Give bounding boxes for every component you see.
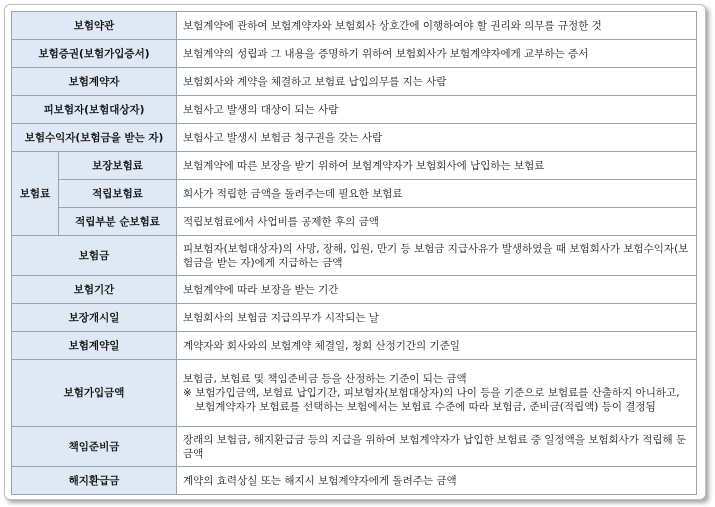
definition-cell: [177, 360, 697, 427]
term-cell: 보험약관: [12, 12, 177, 40]
definition-cell: 계약자와 회사와의 보험계약 체결일, 청회 산정기간의 기준일: [177, 332, 697, 360]
table-row: [12, 124, 697, 152]
term-cell: 보장보험료: [59, 152, 177, 180]
table-row: [12, 96, 697, 124]
definition-cell: 회사가 적립한 금액을 돌려주는데 필요한 보험료: [177, 180, 697, 208]
term-cell: 해지환급금: [12, 467, 177, 495]
term-cell: 보험기간: [12, 276, 177, 304]
table-row: [12, 40, 697, 68]
definition-cell: 보험계약에 관하여 보험계약자와 보험회사 상호간에 이행하여야 할 권리와 의무를 규정한 것: [177, 12, 697, 40]
table-row: [12, 304, 697, 332]
table-row: [12, 427, 697, 467]
table-row: [12, 236, 697, 276]
term-cell: 보험계약일: [12, 332, 177, 360]
table-row: [12, 180, 697, 208]
definition-cell: 보험회사와 계약을 체결하고 보험료 납입의무를 지는 사람: [177, 68, 697, 96]
table-row: [12, 68, 697, 96]
definition-cell: 보험회사의 보험금 지급의무가 시작되는 날: [177, 304, 697, 332]
term-cell: 적립보험료: [59, 180, 177, 208]
term-cell: 보험수익자(보험금을 받는 자): [12, 124, 177, 152]
premium-group-label: 보험료: [12, 152, 59, 236]
definition-line: 보험금, 보험료 및 책임준비금 등을 산정하는 기준이 되는 금액: [183, 373, 467, 385]
definition-cell: 보험계약에 따라 보장을 받는 기간: [177, 276, 697, 304]
term-cell: 보험증권(보험가입증서): [12, 40, 177, 68]
term-cell: 보험계약자: [12, 68, 177, 96]
glossary-frame: [4, 4, 706, 500]
table-row: [12, 276, 697, 304]
term-cell: 피보험자(보험대상자): [12, 96, 177, 124]
table-row: [12, 332, 697, 360]
definition-cell: 계약의 효력상실 또는 해지시 보험계약자에게 돌려주는 금액: [177, 467, 697, 495]
definition-cell: 보험사고 발생의 대상이 되는 사람: [177, 96, 697, 124]
definition-cell: 적립보험료에서 사업비를 공제한 후의 금액: [177, 208, 697, 236]
term-cell: 보험가입금액: [12, 360, 177, 427]
insurance-glossary-table: [11, 11, 697, 495]
term-cell: 적립부분 순보험료: [59, 208, 177, 236]
table-row: [12, 360, 697, 427]
table-row: [12, 12, 697, 40]
definition-note: ※ 보험가입금액, 보험료 납입기간, 피보험자(보험대상자)의 나이 등을 기준으로 보험료를 산출하지 아니하고, 보험계약자가 보험료를 선택하는 보험에서는 보험료 수준에 따라 보험금, 준비금(적립액) 등이 결정됨: [183, 387, 680, 413]
term-cell: 책임준비금: [12, 427, 177, 467]
term-cell: 보장개시일: [12, 304, 177, 332]
table-row: [12, 208, 697, 236]
table-row: [12, 152, 697, 180]
table-row: [12, 467, 697, 495]
definition-cell: 보험계약에 따른 보장을 받기 위하여 보험계약자가 보험회사에 납입하는 보험료: [177, 152, 697, 180]
definition-cell: 피보험자(보험대상자)의 사망, 장해, 입원, 만기 등 보험금 지급사유가 발생하였을 때 보험회사가 보험수익자(보험금을 받는 자)에게 지급하는 금액: [177, 236, 697, 276]
term-cell: 보험금: [12, 236, 177, 276]
definition-cell: 보험계약의 성립과 그 내용을 증명하기 위하여 보험회사가 보험계약자에게 교부하는 증서: [177, 40, 697, 68]
definition-cell: 장래의 보험금, 해지환급금 등의 지급을 위하여 보험계약자가 납입한 보험료 중 일정액을 보험회사가 적립해 둔 금액: [177, 427, 697, 467]
definition-cell: 보험사고 발생시 보험금 청구권을 갖는 사람: [177, 124, 697, 152]
